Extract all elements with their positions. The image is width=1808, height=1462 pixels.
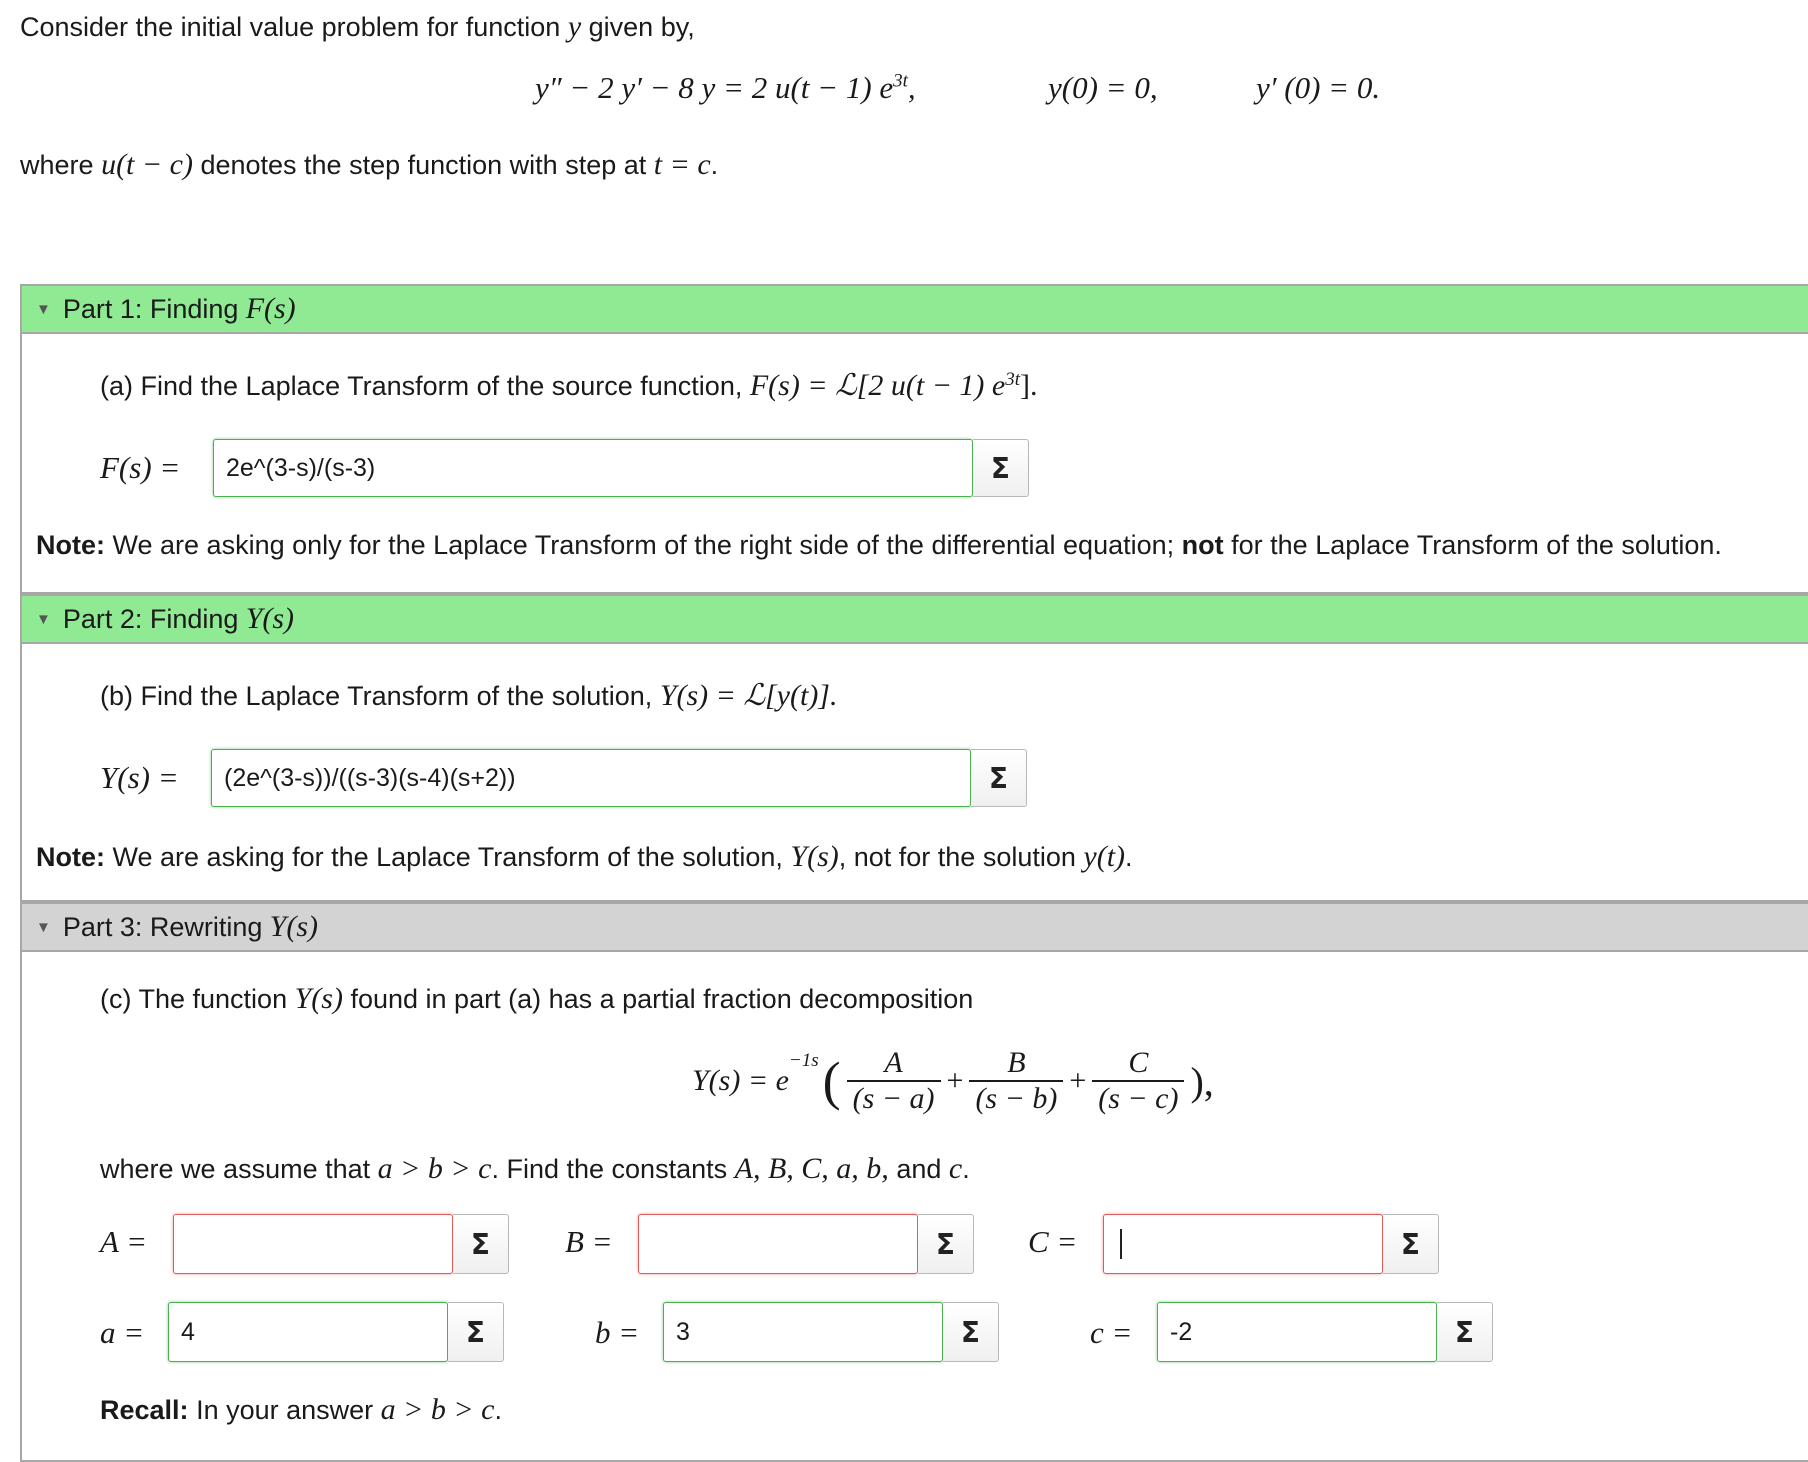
- collapse-triangle-icon[interactable]: ▼: [36, 610, 51, 628]
- part2-label: Y(s) =: [100, 760, 179, 795]
- note-bold-not: not: [1181, 530, 1224, 560]
- assume-math3: c: [948, 1152, 963, 1185]
- note-end: .: [1125, 842, 1133, 872]
- formula-lhs: Y(s) = e: [692, 1064, 789, 1097]
- part2-question: [100, 678, 837, 713]
- note-text-mid: , not for the solution: [838, 842, 1076, 872]
- part1-title: Part 1: Finding: [62, 293, 239, 324]
- A-input[interactable]: [173, 1214, 453, 1274]
- fraction-c-den: (s − c): [1098, 1082, 1179, 1115]
- part3-question-end: found in part (a) has a partial fraction decomposition: [350, 984, 974, 1014]
- part1-question-exp: 3t: [1005, 369, 1021, 390]
- note-text: We are asking only for the Laplace Transform of the right side of the differential equation;: [112, 530, 1175, 560]
- recall-end: .: [494, 1395, 502, 1425]
- sigma-icon[interactable]: Σ: [453, 1214, 509, 1274]
- note-text: We are asking for the Laplace Transform of the solution,: [112, 842, 783, 872]
- assume-math2: A, B, C, a, b,: [734, 1152, 889, 1185]
- equation-text: y″ − 2 y′ − 8 y = 2 u(t − 1) e: [535, 70, 894, 105]
- label-a: a =: [100, 1315, 145, 1350]
- intro-line: [20, 10, 695, 44]
- part1-question-math: F(s) = ℒ[2 u(t − 1) e: [749, 369, 1006, 402]
- where-end: .: [710, 150, 719, 180]
- fraction-c-num: C: [1092, 1046, 1184, 1082]
- label-B: B =: [565, 1224, 613, 1259]
- part3-question-text: (c) The function: [100, 984, 288, 1014]
- recall-math: a > b > c: [380, 1393, 495, 1426]
- note-text-end: for the Laplace Transform of the solution.: [1231, 530, 1722, 560]
- equation-comma: ,: [907, 72, 916, 105]
- part3-title-math: Y(s): [269, 910, 319, 943]
- part3-title: Part 3: Rewriting: [62, 911, 263, 942]
- part2-title: Part 2: Finding: [62, 603, 239, 634]
- part2-question-math: Y(s) = ℒ[y(t)].: [659, 679, 838, 712]
- where-mid: denotes the step function with step at: [200, 150, 647, 180]
- assume-pre: where we assume that: [100, 1154, 371, 1184]
- b-input[interactable]: [663, 1302, 943, 1362]
- plus-sign: +: [1069, 1064, 1087, 1097]
- formula-end: ),: [1190, 1058, 1214, 1104]
- where-pre: where: [20, 150, 94, 180]
- where-line: [20, 148, 718, 182]
- initial-condition-2: y′ (0) = 0.: [1256, 70, 1381, 105]
- plus-sign: +: [946, 1064, 964, 1097]
- intro-var: y: [567, 10, 582, 43]
- part2-header[interactable]: [22, 596, 1808, 644]
- collapse-triangle-icon[interactable]: ▼: [36, 918, 51, 936]
- label-A: A =: [100, 1224, 148, 1259]
- y-s-input[interactable]: [211, 749, 971, 807]
- recall-line: [100, 1393, 502, 1427]
- part1-header[interactable]: [22, 286, 1808, 334]
- intro-text: Consider the initial value problem for function: [20, 12, 561, 42]
- partial-fraction-formula: [692, 1040, 1214, 1122]
- where-math2: t = c: [653, 148, 711, 181]
- main-equation: [535, 70, 915, 106]
- equation-exponent: 3t: [893, 70, 908, 92]
- assume-line: [100, 1152, 970, 1186]
- label-b: b =: [595, 1315, 640, 1350]
- note-bold: Note:: [36, 842, 105, 872]
- part1-question-text: (a) Find the Laplace Transform of the source function,: [100, 371, 743, 401]
- note-math2: y(t): [1083, 840, 1126, 873]
- B-input[interactable]: [638, 1214, 918, 1274]
- sigma-icon[interactable]: Σ: [1437, 1302, 1493, 1362]
- sigma-icon[interactable]: Σ: [918, 1214, 974, 1274]
- fraction-b-num: B: [969, 1046, 1063, 1082]
- fraction-c: [1092, 1046, 1184, 1116]
- part2-title-math: Y(s): [245, 602, 295, 635]
- fraction-a-den: (s − a): [852, 1082, 935, 1115]
- where-math: u(t − c): [101, 148, 193, 181]
- intro-text-end: given by,: [588, 12, 695, 42]
- c-input[interactable]: [1157, 1302, 1437, 1362]
- label-C: C =: [1028, 1224, 1078, 1259]
- assume-math: a > b > c: [377, 1152, 492, 1185]
- sigma-icon[interactable]: Σ: [973, 439, 1029, 497]
- sigma-icon[interactable]: Σ: [971, 749, 1027, 807]
- f-s-input[interactable]: [213, 439, 973, 497]
- fraction-b-den: (s − b): [975, 1082, 1058, 1115]
- part3-header[interactable]: [22, 904, 1808, 952]
- assume-end: .: [962, 1154, 970, 1184]
- formula-exp: −1s: [788, 1050, 819, 1071]
- sigma-icon[interactable]: Σ: [1383, 1214, 1439, 1274]
- fraction-b: [969, 1046, 1063, 1116]
- part1-question: [100, 368, 1038, 403]
- part2-question-text: (b) Find the Laplace Transform of the solution,: [100, 681, 653, 711]
- part1-note: [36, 530, 1722, 561]
- assume-and: and: [896, 1154, 942, 1184]
- part2-note: [36, 840, 1133, 874]
- note-math: Y(s): [790, 840, 839, 873]
- part1-label: F(s) =: [100, 450, 181, 485]
- C-input[interactable]: [1103, 1214, 1383, 1274]
- initial-condition-1: y(0) = 0,: [1048, 70, 1158, 105]
- assume-mid: . Find the constants: [491, 1154, 728, 1184]
- note-bold: Note:: [36, 530, 105, 560]
- part1-question-end: ].: [1020, 369, 1038, 402]
- part3-question: [100, 982, 973, 1016]
- a-input[interactable]: [168, 1302, 448, 1362]
- part1-title-math: F(s): [245, 292, 296, 325]
- sigma-icon[interactable]: Σ: [448, 1302, 504, 1362]
- fraction-a: [847, 1046, 941, 1116]
- label-c: c =: [1090, 1315, 1133, 1350]
- text-cursor: [1120, 1229, 1122, 1259]
- recall-text: In your answer: [196, 1395, 374, 1425]
- recall-bold: Recall:: [100, 1395, 189, 1425]
- collapse-triangle-icon[interactable]: ▼: [36, 300, 51, 318]
- fraction-a-num: A: [847, 1046, 941, 1082]
- sigma-icon[interactable]: Σ: [943, 1302, 999, 1362]
- formula-open-paren: (: [822, 1051, 841, 1111]
- part3-question-math: Y(s): [294, 982, 343, 1015]
